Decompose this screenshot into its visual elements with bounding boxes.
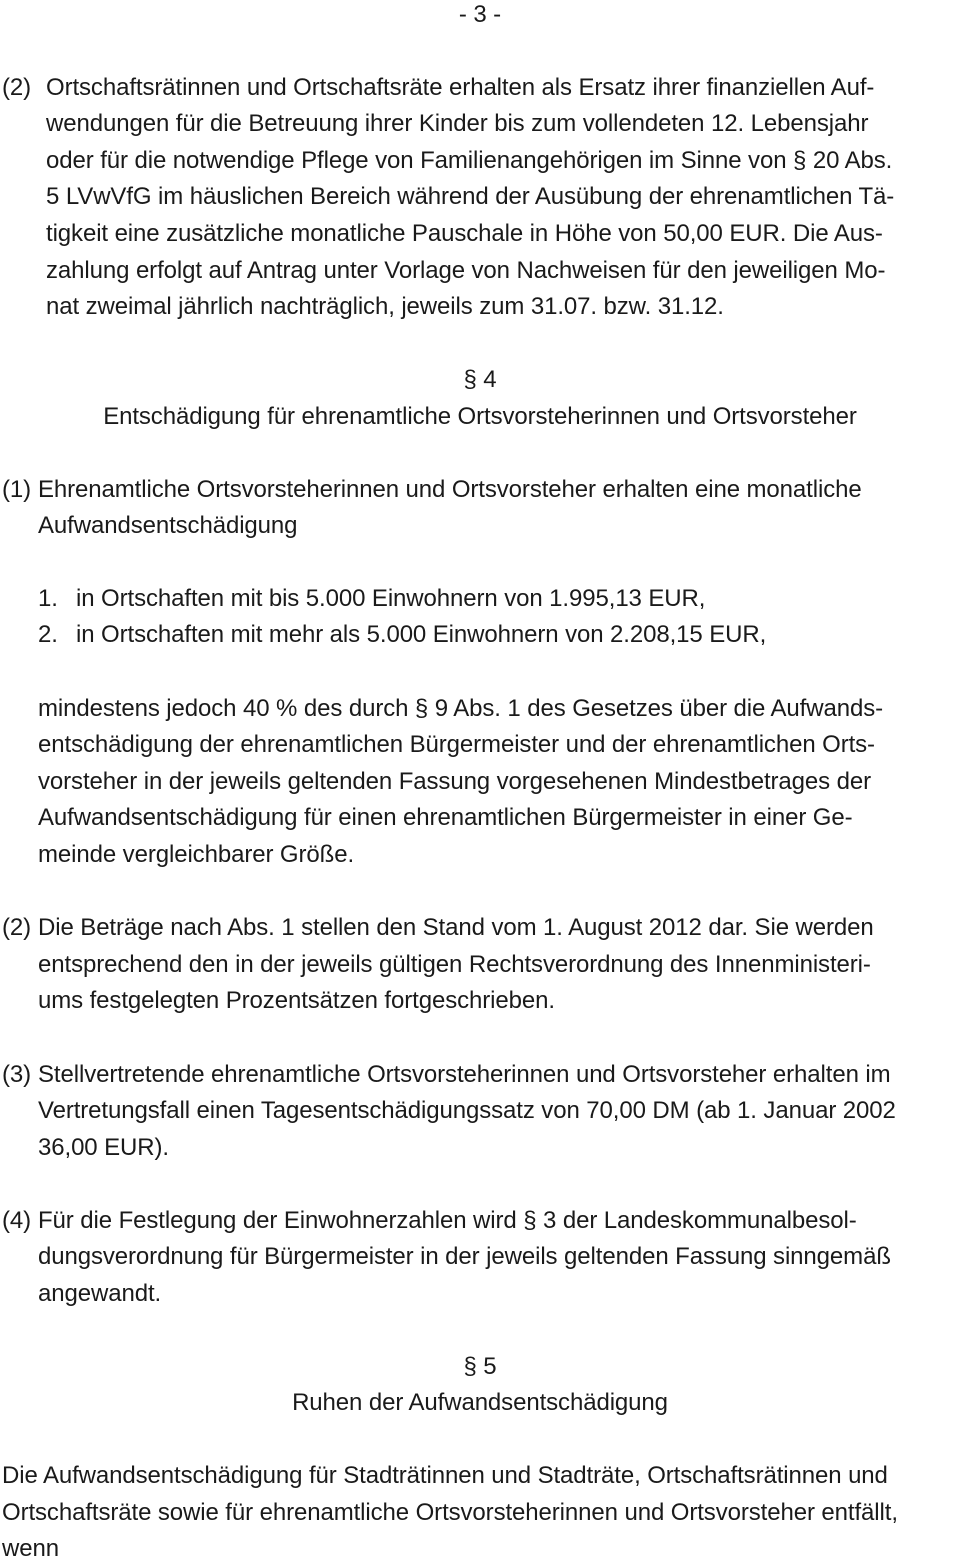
paragraph-line: Stellvertretende ehrenamtliche Ortsvorsteherinnen und Ortsvorsteher erhalten im — [38, 1061, 891, 1088]
paragraph-line: Aufwandsentschädigung — [38, 512, 298, 539]
paragraph-line: entsprechend den in der jeweils gültigen Rechtsverordnung des Innenministeri- — [38, 951, 871, 978]
list-item: in Ortschaften mit bis 5.000 Einwohnern von 1.995,13 EUR, — [76, 585, 706, 612]
paragraph-line: nat zweimal jährlich nachträglich, jeweils zum 31.07. bzw. 31.12. — [46, 293, 724, 320]
paragraph-line: Die Beträge nach Abs. 1 stellen den Stand vom 1. August 2012 dar. Sie werden — [38, 914, 874, 941]
paragraph-marker: (2) — [2, 74, 32, 101]
paragraph-line: Ortschaftsräte sowie für ehrenamtliche Ortsvorsteherinnen und Ortsvorsteher entfällt, — [2, 1499, 898, 1526]
paragraph-line: entschädigung der ehrenamtlichen Bürgermeister und der ehrenamtlichen Orts- — [38, 731, 875, 758]
list-item-number: 2. — [38, 621, 58, 648]
paragraph-line: oder für die notwendige Pflege von Familienangehörigen im Sinne von § 20 Abs. — [46, 147, 893, 174]
paragraph-marker: (1) — [2, 476, 32, 503]
paragraph-marker: (4) — [2, 1207, 32, 1234]
paragraph-line: Die Aufwandsentschädigung für Stadträtinnen und Stadträte, Ortschaftsrätinnen und — [2, 1462, 888, 1489]
paragraph-line: wendungen für die Betreuung ihrer Kinder bis zum vollendeten 12. Lebensjahr — [46, 110, 869, 137]
section-number: § 5 — [463, 1353, 497, 1380]
paragraph-marker: (2) — [2, 914, 32, 941]
paragraph-line: vorsteher in der jeweils geltenden Fassung vorgesehenen Mindestbetrages der — [38, 768, 872, 795]
page-number: - 3 - — [458, 1, 502, 28]
paragraph-line: Ortschaftsrätinnen und Ortschaftsräte erhalten als Ersatz ihrer finanziellen Auf- — [46, 74, 875, 101]
paragraph-line: Aufwandsentschädigung für einen ehrenamtlichen Bürgermeister in einer Ge- — [38, 804, 853, 831]
section-title: Ruhen der Aufwandsentschädigung — [292, 1389, 668, 1416]
list-item-number: 1. — [38, 585, 58, 612]
paragraph-line: 5 LVwVfG im häuslichen Bereich während der Ausübung der ehrenamtlichen Tä- — [46, 183, 895, 210]
paragraph-line: angewandt. — [38, 1280, 162, 1307]
paragraph-line: Ehrenamtliche Ortsvorsteherinnen und Ortsvorsteher erhalten eine monatliche — [38, 476, 862, 503]
paragraph-line: Für die Festlegung der Einwohnerzahlen wird § 3 der Landeskommunalbesol- — [38, 1207, 857, 1234]
section-title: Entschädigung für ehrenamtliche Ortsvorsteherinnen und Ortsvorsteher — [103, 403, 857, 430]
paragraph-line: dungsverordnung für Bürgermeister in der jeweils geltenden Fassung sinngemäß — [38, 1243, 891, 1270]
paragraph-line: meinde vergleichbarer Größe. — [38, 841, 355, 868]
paragraph-marker: (3) — [2, 1061, 32, 1088]
paragraph-line: ums festgelegten Prozentsätzen fortgeschrieben. — [38, 987, 555, 1014]
list-item: in Ortschaften mit mehr als 5.000 Einwohnern von 2.208,15 EUR, — [76, 621, 767, 648]
paragraph-line: mindestens jedoch 40 % des durch § 9 Abs. 1 des Gesetzes über die Aufwands- — [38, 695, 884, 722]
paragraph-line: tigkeit eine zusätzliche monatliche Pauschale in Höhe von 50,00 EUR. Die Aus- — [46, 220, 883, 247]
paragraph-line: 36,00 EUR). — [38, 1134, 169, 1161]
section-number: § 4 — [463, 366, 497, 393]
paragraph-line: Vertretungsfall einen Tagesentschädigungssatz von 70,00 DM (ab 1. Januar 2002 — [38, 1097, 896, 1124]
paragraph-line: wenn — [2, 1535, 59, 1562]
paragraph-line: zahlung erfolgt auf Antrag unter Vorlage von Nachweisen für den jeweiligen Mo- — [46, 257, 886, 284]
